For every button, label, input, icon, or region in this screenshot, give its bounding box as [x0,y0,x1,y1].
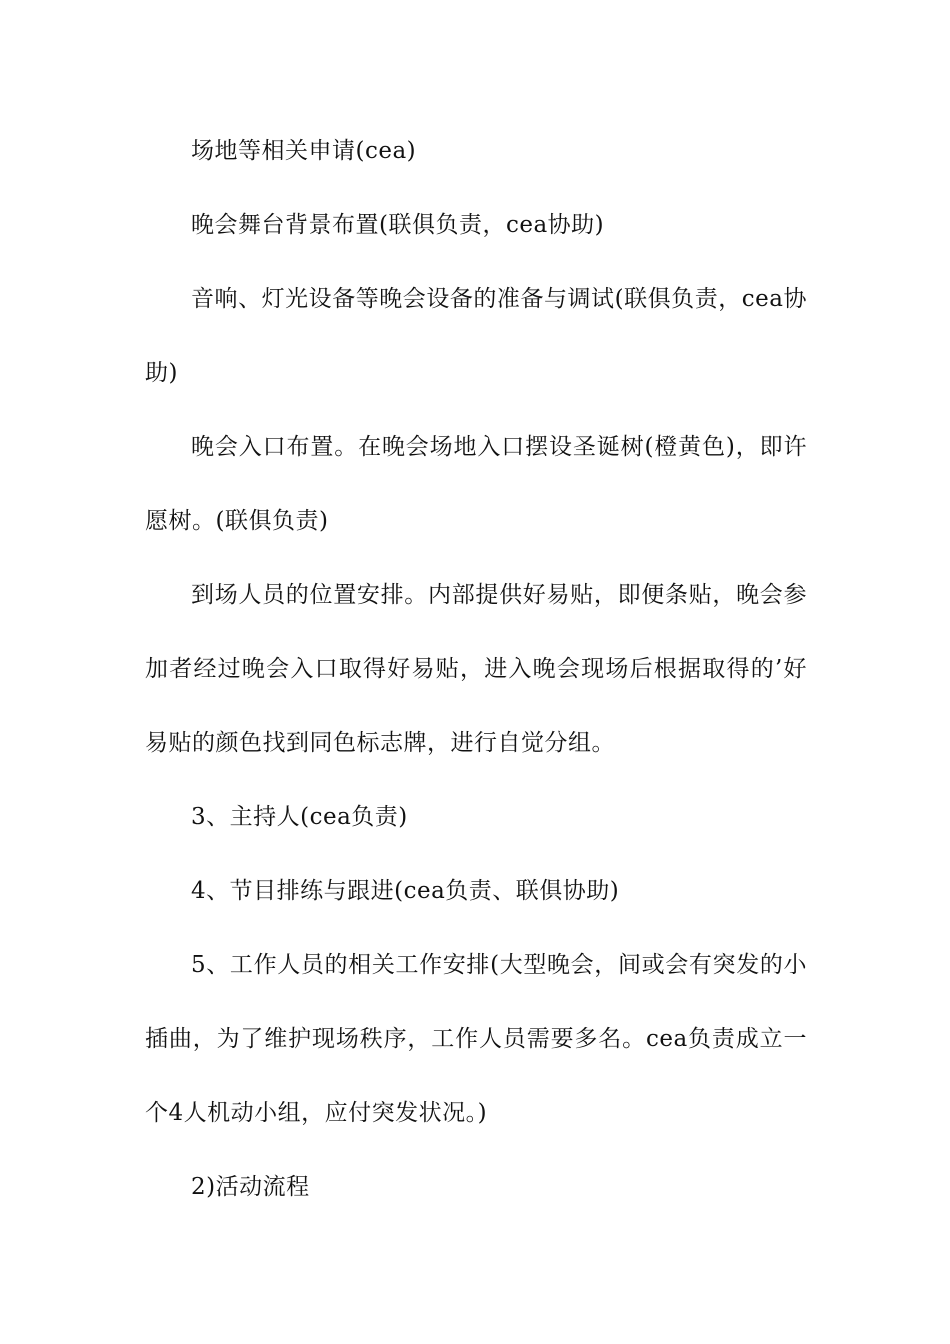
document-body [145,114,807,1224]
paragraph-entrance-setup: 晚会入口布置。在晚会场地入口摆设圣诞树(橙黄色)，即许愿树。(联俱负责) [145,434,807,534]
paragraph-host: 3、主持人(cea负责) [191,804,408,830]
paragraph-rehearsal: 4、节目排练与跟进(cea负责、联俱协助) [191,878,620,904]
paragraph-staff-arrangement: 5、工作人员的相关工作安排(大型晚会，间或会有突发的小插曲，为了维护现场秩序，工作人员需要多名。cea负责成立一个4人机动小组，应付突发状况。) [145,952,807,1126]
paragraph-stage-background: 晚会舞台背景布置(联俱负责，cea协助) [191,212,605,238]
paragraph-activity-flow-heading: 2)活动流程 [191,1174,310,1200]
paragraph-seating-arrangement: 到场人员的位置安排。内部提供好易贴，即便条贴，晚会参加者经过晚会入口取得好易贴，进入晚会现场后根据取得的’好易贴的颜色找到同色标志牌，进行自觉分组。 [145,582,807,756]
paragraph-audio-lighting: 音响、灯光设备等晚会设备的准备与调试(联俱负责，cea协助) [145,286,807,386]
paragraph-venue-application: 场地等相关申请(cea) [191,138,417,164]
